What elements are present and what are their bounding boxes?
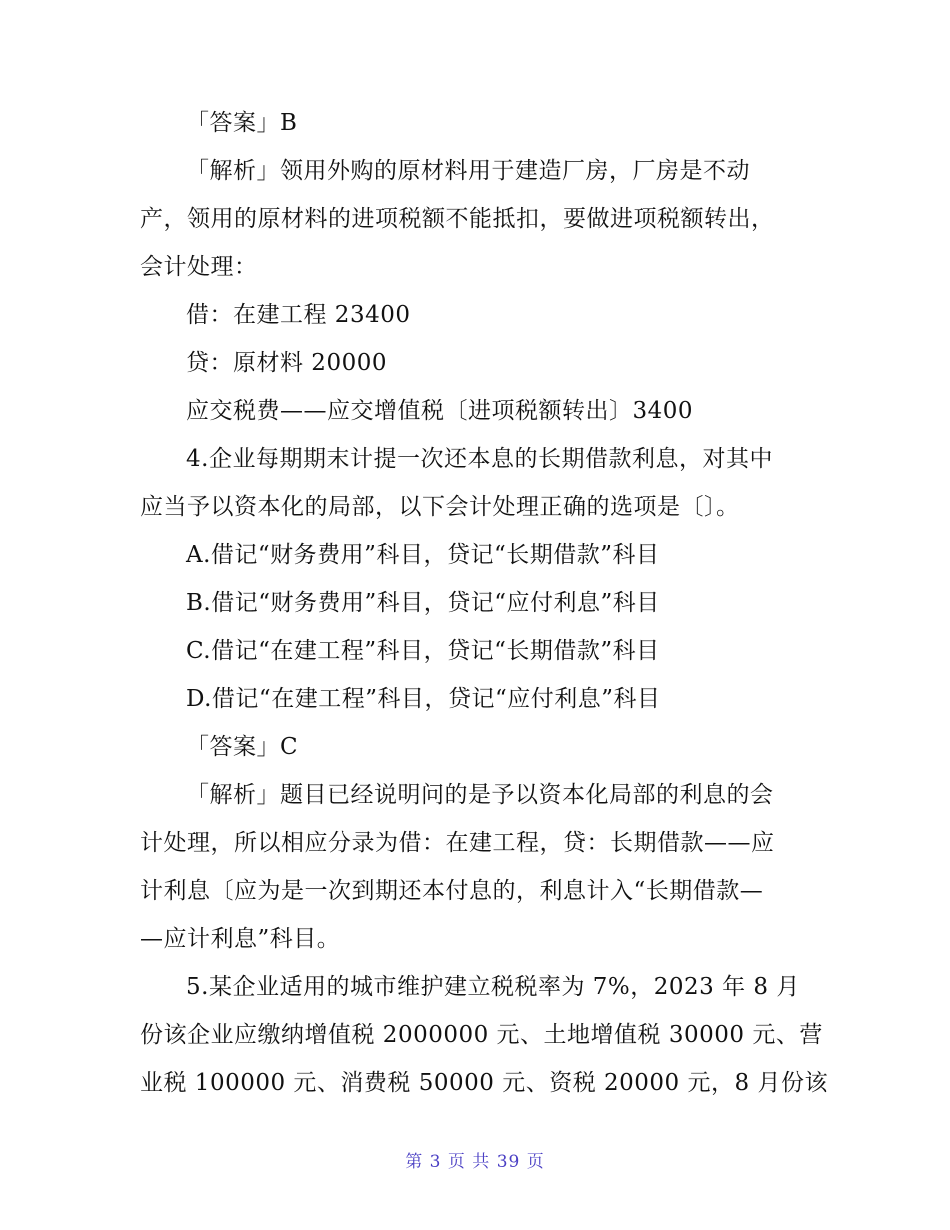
credit-entry-line: 贷：原材料 20000	[186, 350, 387, 376]
paragraph-line: 计利息〔应为是一次到期还本付息的，利息计入“长期借款—	[140, 878, 764, 904]
question-line: 5.某企业适用的城市维护建立税税率为 7%，2023 年 8 月	[186, 974, 800, 1000]
analysis-line: 「解析」领用外购的原材料用于建造厂房，厂房是不动	[186, 158, 750, 184]
page-number-footer: 第 3 页 共 39 页	[405, 1152, 545, 1172]
analysis-line: 「解析」题目已经说明问的是予以资本化局部的利息的会	[186, 782, 774, 808]
paragraph-line: 产，领用的原材料的进项税额不能抵扣，要做进项税额转出，	[140, 206, 775, 232]
option-b-line: B.借记“财务费用”科目，贷记“应付利息”科目	[186, 590, 660, 616]
question-line: 份该企业应缴纳增值税 2000000 元、土地增值税 30000 元、营	[140, 1022, 823, 1048]
debit-entry-line: 借：在建工程 23400	[186, 302, 411, 328]
answer-line: 「答案」C	[186, 734, 299, 760]
question-line: 业税 100000 元、消费税 50000 元、资税 20000 元，8 月份该	[140, 1070, 828, 1096]
question-line: 应当予以资本化的局部，以下会计处理正确的选项是〔〕。	[140, 494, 740, 520]
option-d-line: D.借记“在建工程”科目，贷记“应付利息”科目	[186, 686, 661, 712]
paragraph-line: —应计利息”科目。	[140, 926, 341, 952]
paragraph-line: 计处理，所以相应分录为借：在建工程，贷：长期借款——应	[140, 830, 775, 856]
option-c-line: C.借记“在建工程”科目，贷记“长期借款”科目	[186, 638, 660, 664]
question-line: 4.企业每期期末计提一次还本息的长期借款利息，对其中	[186, 446, 773, 472]
credit-entry-line: 应交税费——应交增值税〔进项税额转出〕3400	[186, 398, 694, 424]
option-a-line: A.借记“财务费用”科目，贷记“长期借款”科目	[186, 542, 660, 568]
answer-line: 「答案」B	[186, 110, 298, 136]
paragraph-line: 会计处理：	[140, 254, 258, 280]
